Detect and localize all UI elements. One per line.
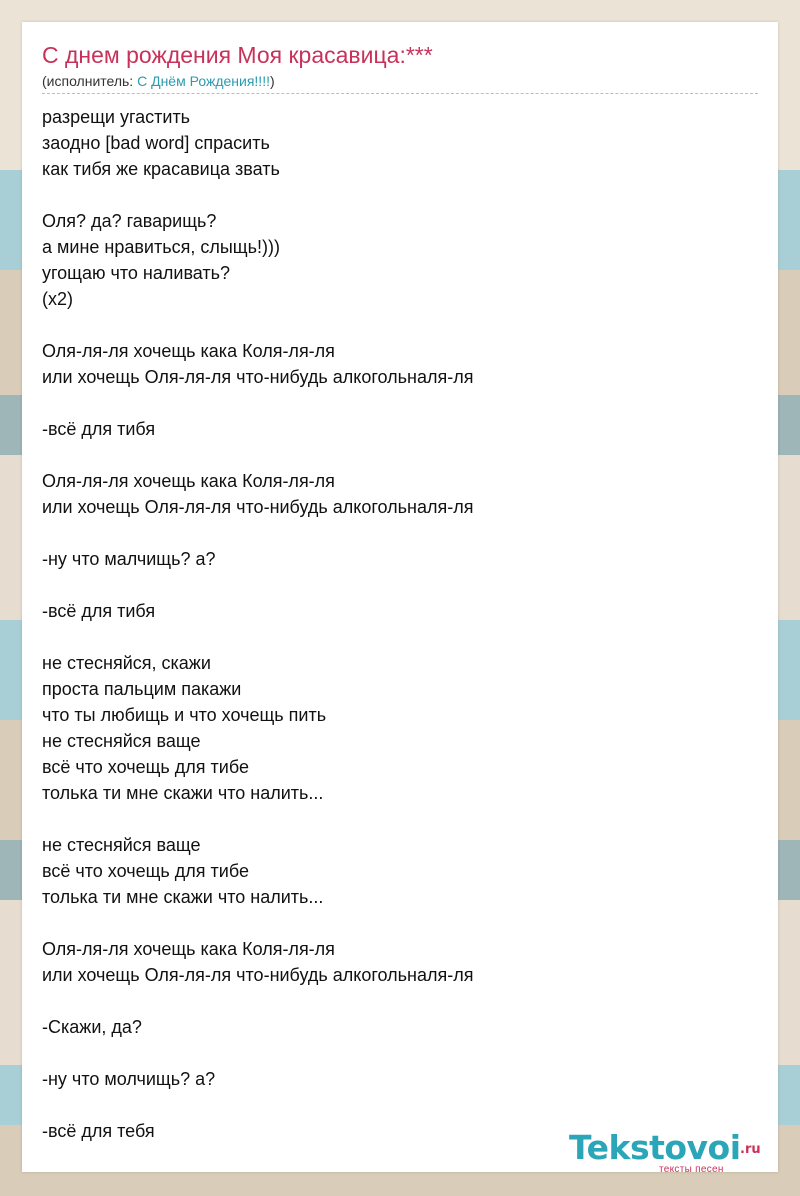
lyric-line: не стесняйся ваще xyxy=(42,731,201,751)
lyric-line: а мине нравиться, слыщь!))) xyxy=(42,237,280,257)
lyric-blank-line xyxy=(42,572,758,598)
lyric-line: или хочещь Оля-ля-ля что-нибудь алкогольналя-ля xyxy=(42,497,474,517)
lyric-line: заодно [bad word] спрасить xyxy=(42,133,270,153)
lyric-blank-line xyxy=(42,806,758,832)
lyric-blank-line xyxy=(42,312,758,338)
lyric-blank-line xyxy=(42,442,758,468)
lyric-blank-line xyxy=(42,1040,758,1066)
lyric-line: разрещи угастить xyxy=(42,107,191,127)
lyric-line: проста пальцим пакажи xyxy=(42,679,242,699)
lyric-line: угощаю что наливать? xyxy=(42,263,231,283)
lyric-line: толька ти мне скажи что налить... xyxy=(42,887,324,907)
title-divider xyxy=(42,93,758,94)
lyric-line: Оля-ля-ля хочещь кака Коля-ля-ля xyxy=(42,341,335,361)
lyric-line: -ну что малчищь? а? xyxy=(42,549,216,569)
lyric-line: -всё для тибя xyxy=(42,419,156,439)
lyric-line: -всё для тебя xyxy=(42,1121,155,1141)
lyric-blank-line xyxy=(42,988,758,1014)
logo-domain: .ru xyxy=(740,1142,761,1157)
artist-link[interactable]: С Днём Рождения!!!! xyxy=(137,73,270,89)
lyric-blank-line xyxy=(42,910,758,936)
logo-wordmark: Tekstovoi xyxy=(569,1128,741,1167)
lyric-line: всё что хочещь для тибе xyxy=(42,757,249,777)
lyric-line: Оля? да? гаварищь? xyxy=(42,211,217,231)
site-logo[interactable] xyxy=(569,1128,779,1178)
lyrics-text xyxy=(42,104,758,1144)
lyric-blank-line xyxy=(42,1092,758,1118)
song-title: С днем рождения Моя красавица:*** xyxy=(42,42,433,68)
artist-line xyxy=(42,73,275,89)
lyric-line: Оля-ля-ля хочещь кака Коля-ля-ля xyxy=(42,939,335,959)
artist-suffix: ) xyxy=(269,73,275,89)
lyric-line: -Скажи, да? xyxy=(42,1017,142,1037)
lyric-line: что ты любищь и что хочещь пить xyxy=(42,705,327,725)
lyric-line: или хочещь Оля-ля-ля что-нибудь алкогольналя-ля xyxy=(42,367,474,387)
lyric-line: -ну что молчищь? а? xyxy=(42,1069,216,1089)
lyric-line: или хочещь Оля-ля-ля что-нибудь алкогольналя-ля xyxy=(42,965,474,985)
lyric-line: Оля-ля-ля хочещь кака Коля-ля-ля xyxy=(42,471,335,491)
artist-prefix: (исполнитель: xyxy=(42,73,138,89)
lyric-line: как тибя же красавица звать xyxy=(42,159,280,179)
lyrics-card xyxy=(22,22,778,1172)
lyric-blank-line xyxy=(42,390,758,416)
lyric-line: не стесняйся, скажи xyxy=(42,653,211,673)
lyric-line: (x2) xyxy=(42,289,73,309)
lyric-blank-line xyxy=(42,520,758,546)
lyric-line: всё что хочещь для тибе xyxy=(42,861,249,881)
lyric-blank-line xyxy=(42,624,758,650)
lyric-line: толька ти мне скажи что налить... xyxy=(42,783,324,803)
lyric-line: не стесняйся ваще xyxy=(42,835,201,855)
lyric-blank-line xyxy=(42,182,758,208)
lyric-line: -всё для тибя xyxy=(42,601,156,621)
logo-subtitle: тексты песен xyxy=(659,1164,724,1175)
